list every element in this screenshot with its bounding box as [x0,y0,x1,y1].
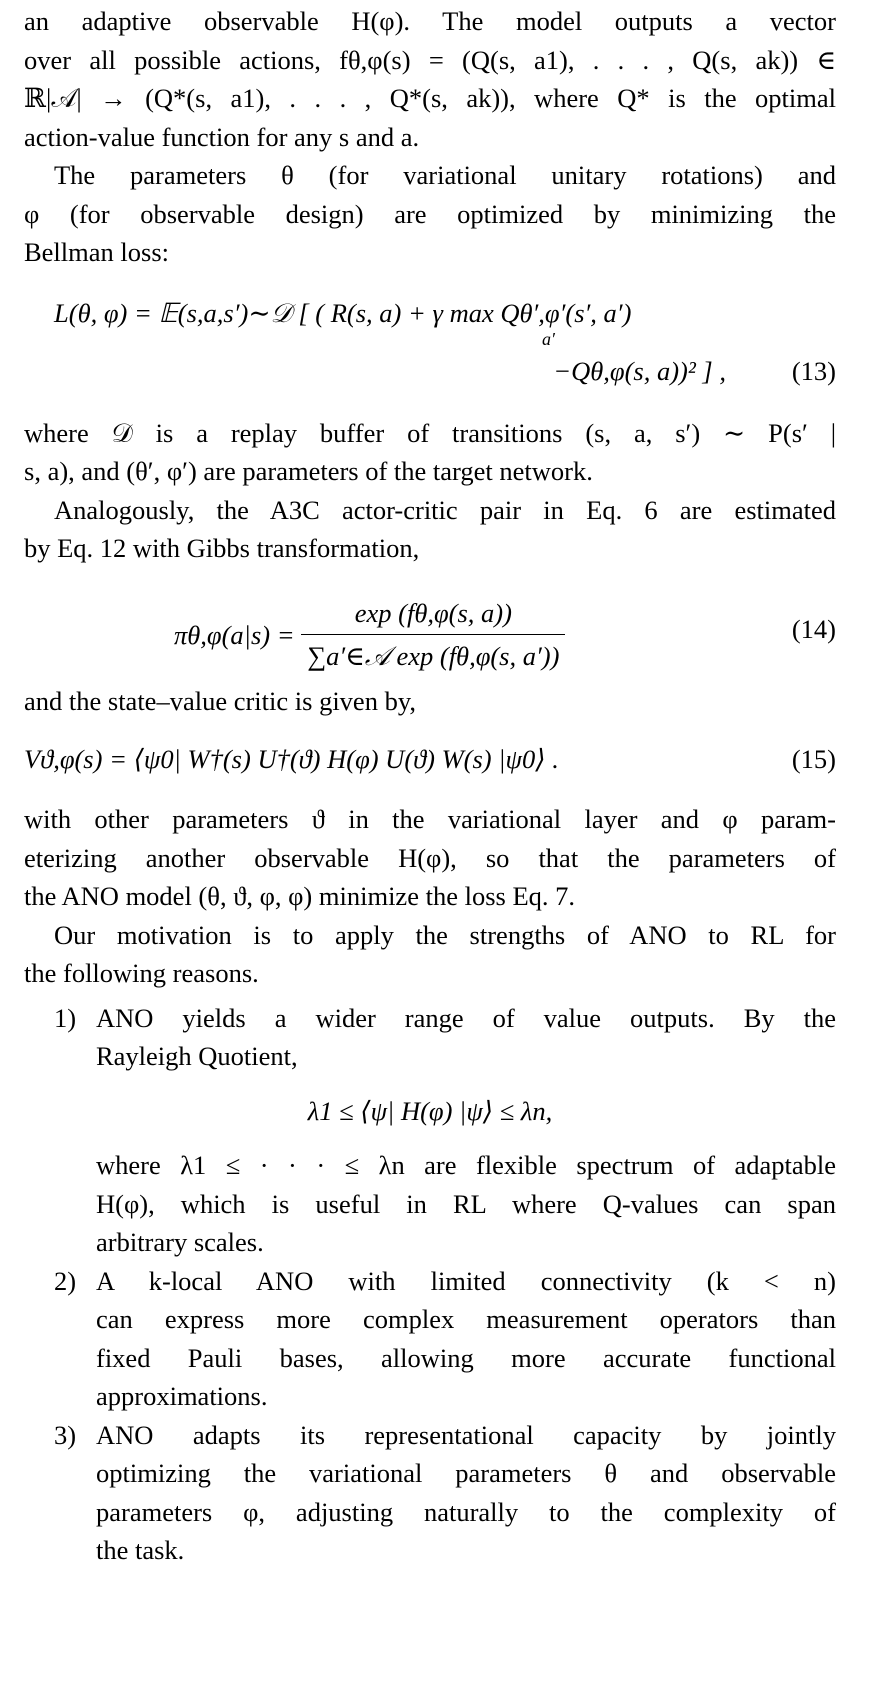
fraction-denominator: ∑a′∈𝒜 exp (fθ,φ(s, a′)) [307,641,560,671]
text-line: A k-local ANO with limited connectivity (k < n) [96,1265,836,1296]
text-line: the ANO model (θ, ϑ, φ, φ) minimize the loss Eq. 7. [24,881,576,911]
text-line: parameters φ, adjusting naturally to the complexity of [96,1496,836,1527]
text-line: an adaptive observable H(φ). The model outputs a vector [24,6,836,36]
text-line: Rayleigh Quotient, [96,1041,298,1071]
equation-13-line1: L(θ, φ) = 𝔼(s,a,s′)∼𝒟 [ ( R(s, a) + γ max Qθ′,φ′(s′, a′) [54,297,632,328]
max-subscript: a′ [542,328,555,349]
text-line: approximations. [96,1381,268,1411]
equation-number: (14) [791,613,836,644]
text-line: can express more complex measurement operators than [96,1304,836,1334]
text-line: ANO adapts its representational capacity by jointly [96,1419,836,1450]
equation-14-lhs: πθ,φ(a|s) = [174,619,295,650]
text-line: fixed Pauli bases, allowing more accurate functional [96,1342,836,1373]
text-line: the following reasons. [24,958,259,988]
text-line: φ (for observable design) are optimized by minimizing the [24,198,836,229]
equation-number: (13) [791,355,836,386]
text-line: Bellman loss: [24,237,170,267]
list-item [24,999,836,1262]
reasons-list [24,999,836,1570]
text-line: and the state–value critic is given by, [24,685,416,716]
text-line: H(φ), which is useful in RL where Q-values can span [96,1188,836,1219]
equation-13 [24,294,836,392]
text-line: by Eq. 12 with Gibbs transformation, [24,533,420,563]
text-line: The parameters θ (for variational unitary rotations) and [54,160,836,190]
text-line: s, a), and (θ′, φ′) are parameters of the target network. [24,456,593,486]
rayleigh-equation: λ1 ≤ ⟨ψ| H(φ) |ψ⟩ ≤ λn, [307,1095,553,1126]
text-line: ℝ|𝒜| → (Q*(s, a1), . . . , Q*(s, ak)), where Q* is the optimal [24,83,836,113]
text-line: ANO yields a wider range of value outputs. By the [96,1002,836,1033]
equation-15-body: Vϑ,φ(s) = ⟨ψ0| W†(s) U†(ϑ) H(φ) U(ϑ) W(s) |ψ0⟩ . [24,744,559,774]
text-line: with other parameters ϑ in the variational layer and φ param- [24,804,836,834]
list-item-label: 1) [54,1002,77,1033]
a3c-paragraph [24,491,836,568]
list-item [24,1262,836,1416]
text-line: action-value function for any s and a. [24,121,420,152]
text-line: eterizing another observable H(φ), so that the parameters of [24,842,836,873]
text-line: where 𝒟 is a replay buffer of transitions (s, a, s′) ∼ P(s′ | [24,417,836,448]
intro-paragraph [24,2,836,156]
other-params-paragraph [24,800,836,916]
motivation-paragraph [24,916,836,993]
list-item-label: 2) [54,1265,77,1296]
replay-paragraph [24,414,836,491]
text-line: arbitrary scales. [96,1227,264,1257]
equation-13-line2: −Qθ,φ(s, a))² ] , [553,355,726,386]
equation-number: (15) [791,744,836,774]
text-line: Our motivation is to apply the strengths of ANO to RL for [54,919,836,950]
text-line: optimizing the variational parameters θ and observable [96,1458,836,1488]
fraction-numerator: exp (fθ,φ(s, a)) [301,594,565,636]
text-line: over all possible actions, fθ,φ(s) = (Q(s, a1), . . . , Q(s, ak)) ∈ [24,44,836,75]
text-line: where λ1 ≤ · · · ≤ λn are flexible spectrum of adaptable [96,1150,836,1180]
gibbs-fraction [301,594,565,676]
equation-15 [24,740,836,780]
list-item [24,1416,836,1570]
critic-paragraph [24,682,836,721]
equation-14 [24,584,836,676]
text-line: the task. [96,1535,185,1565]
list-item-label: 3) [54,1419,77,1450]
text-column [24,0,836,1570]
params-paragraph [24,156,836,272]
text-line: Analogously, the A3C actor-critic pair in Eq. 6 are estimated [54,494,836,525]
